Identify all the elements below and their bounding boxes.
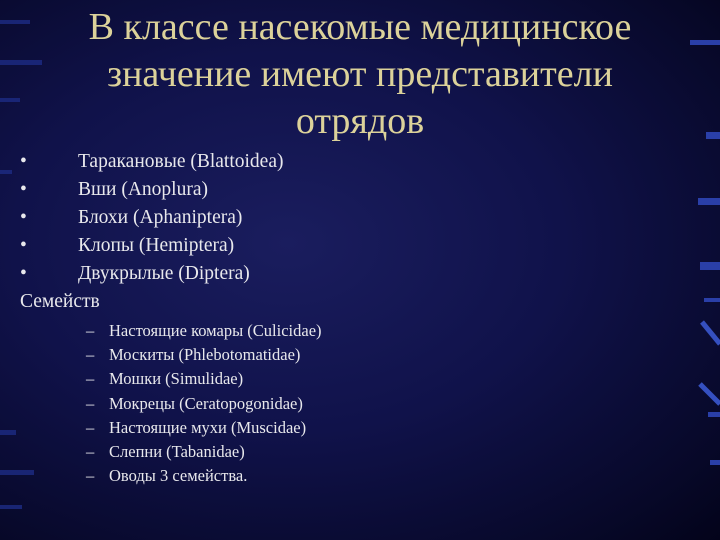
family-label: Слепни (Tabanidae) [109,442,245,462]
dash-icon: – [86,369,95,389]
family-label: Москиты (Phlebotomatidae) [109,345,301,365]
family-label: Мошки (Simulidae) [109,369,244,389]
bullet-icon: • [20,263,27,284]
family-label: Мокрецы (Ceratopogonidae) [109,393,303,413]
dash-icon: – [86,393,95,413]
list-item [20,176,283,204]
list-item [20,148,283,176]
bullet-icon: • [20,207,27,228]
order-label: Двукрылые (Diptera) [78,263,250,284]
list-item [86,367,322,391]
family-label: Настоящие мухи (Muscidae) [109,417,307,437]
bullet-icon: • [20,151,27,172]
dash-icon: – [86,345,95,365]
family-label: Оводы 3 семейства. [109,466,248,486]
list-item [86,319,322,343]
orders-list [20,148,283,288]
list-item [20,204,283,232]
order-label: Блохи (Aphaniptera) [78,207,243,228]
title-line: В классе насекомые медицинское [88,6,632,48]
order-label: Таракановые (Blattoidea) [78,151,284,172]
family-label: Настоящие комары (Culicidae) [109,321,322,340]
list-item [86,464,322,488]
order-label: Вши (Anoplura) [78,179,208,200]
families-list [86,319,322,488]
dash-icon: – [86,417,95,437]
title-line: значение имеют представители [107,53,613,95]
bullet-icon: • [20,179,27,200]
slide-title [40,4,680,145]
bullet-icon: • [20,235,27,256]
dash-icon: – [86,321,95,340]
title-line: отрядов [295,100,425,142]
list-item [20,232,283,260]
families-heading: Семейств [20,291,100,312]
dash-icon: – [86,442,95,462]
list-item [86,343,322,367]
list-item [86,440,322,464]
dash-icon: – [86,466,95,486]
list-item [86,392,322,416]
list-item [20,260,283,288]
list-item [86,416,322,440]
order-label: Клопы (Hemiptera) [78,235,235,256]
